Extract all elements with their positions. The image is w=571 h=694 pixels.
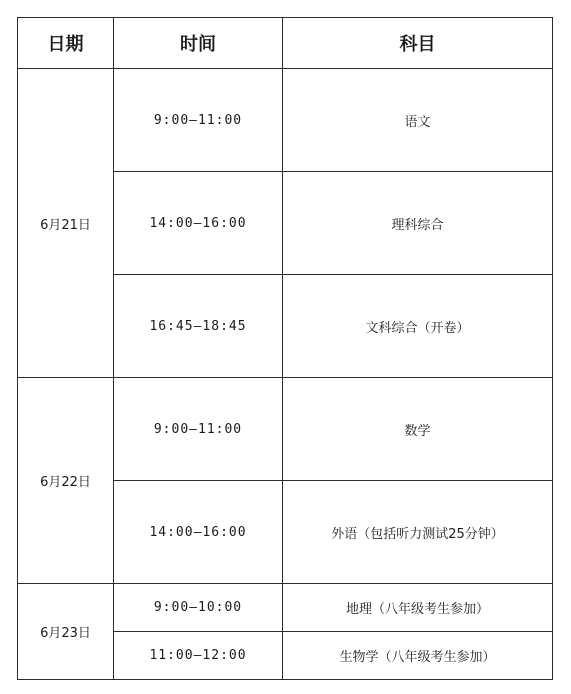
header-row xyxy=(18,18,553,69)
time-cell: 14:00—16:00 xyxy=(114,481,283,584)
date-cell: 6月23日 xyxy=(18,584,114,680)
time-cell: 9:00—11:00 xyxy=(114,378,283,481)
date-cell: 6月21日 xyxy=(18,69,114,378)
time-cell: 11:00—12:00 xyxy=(114,632,283,680)
subject-cell: 地理（八年级考生参加） xyxy=(283,584,553,632)
table-row xyxy=(18,584,553,632)
subject-cell: 外语（包括听力测试25分钟） xyxy=(283,481,553,584)
subject-cell: 语文 xyxy=(283,69,553,172)
date-cell: 6月22日 xyxy=(18,378,114,584)
time-cell: 9:00—10:00 xyxy=(114,584,283,632)
header-date: 日期 xyxy=(18,18,114,69)
time-cell: 16:45—18:45 xyxy=(114,275,283,378)
exam-schedule-table xyxy=(17,17,553,680)
header-subject: 科目 xyxy=(283,18,553,69)
time-cell: 14:00—16:00 xyxy=(114,172,283,275)
time-cell: 9:00—11:00 xyxy=(114,69,283,172)
subject-cell: 数学 xyxy=(283,378,553,481)
header-time: 时间 xyxy=(114,18,283,69)
subject-cell: 生物学（八年级考生参加） xyxy=(283,632,553,680)
subject-cell: 文科综合（开卷） xyxy=(283,275,553,378)
table-row xyxy=(18,69,553,172)
table-row xyxy=(18,378,553,481)
subject-cell: 理科综合 xyxy=(283,172,553,275)
